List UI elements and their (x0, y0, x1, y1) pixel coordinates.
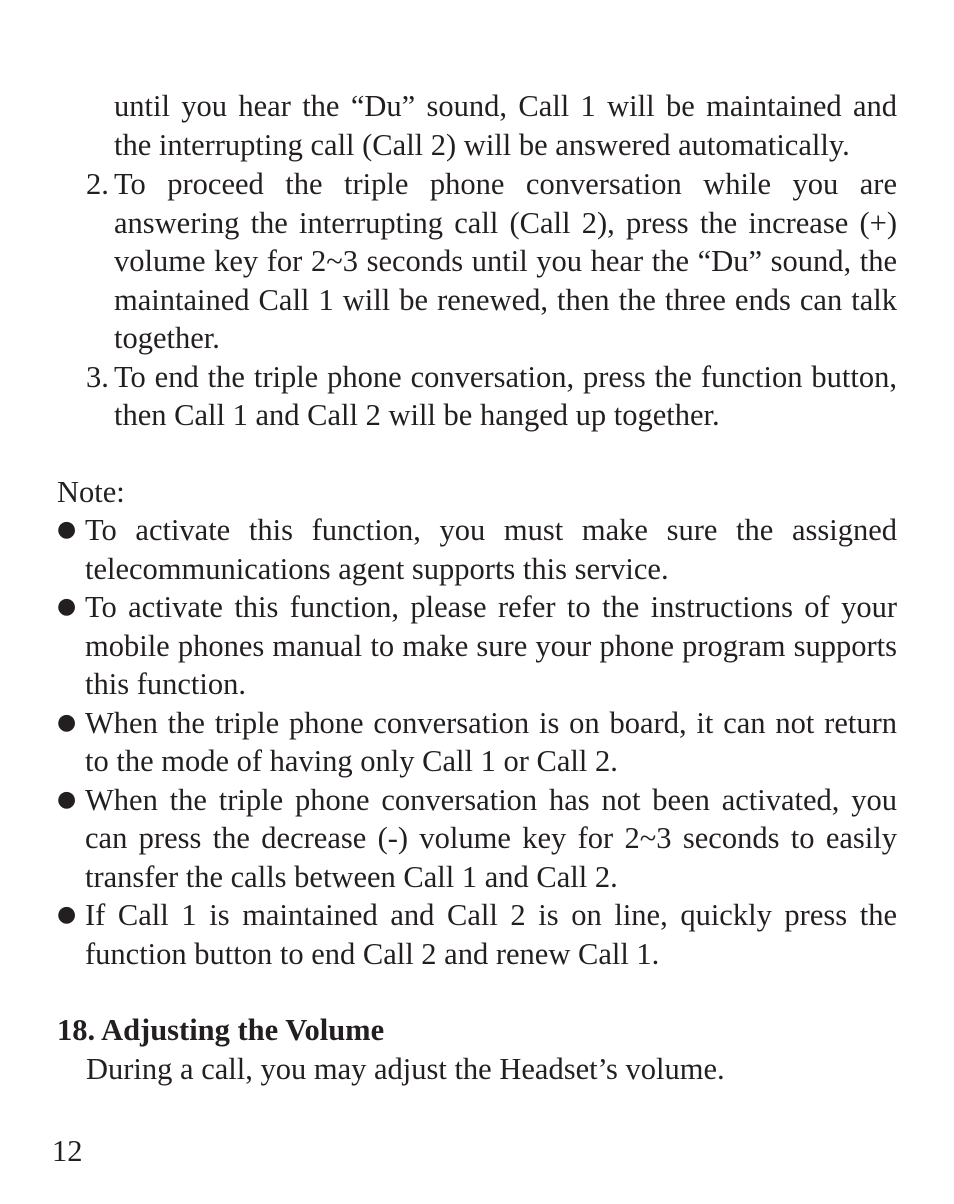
note-heading: Note: (57, 475, 125, 509)
step-item (86, 165, 897, 358)
continued-paragraph: until you hear the “Du” sound, Call 1 will be maintained and the interrupting call (Call 2) will be answered automatically. (114, 89, 897, 162)
note-item (57, 511, 897, 588)
step-number: 3. (86, 359, 109, 394)
section-body: During a call, you may adjust the Headset’s volume. (86, 1052, 725, 1086)
page-number: 12 (52, 1134, 83, 1168)
note-item (57, 588, 897, 704)
section-heading: 18. Adjusting the Volume (57, 1013, 385, 1047)
note-text: When the triple phone conversation is on board, it can not return to the mode of having only Call 1 or Call 2. (85, 705, 897, 778)
bullet-icon: ● (57, 517, 77, 542)
step-number: 2. (86, 167, 109, 201)
step-text: To end the triple phone conversation, press the function button, then Call 1 and Call 2 will be hanged up together. (114, 359, 897, 432)
bullet-icon: ● (57, 709, 77, 735)
bullet-icon: ● (57, 902, 77, 927)
note-text: To activate this function, you must make sure the assigned telecommunications agent supports this service. (85, 513, 897, 586)
note-text: When the triple phone conversation has not been activated, you can press the decrease (-) volume key for 2~3 seconds to easily transfer the calls between Call 1 and Call 2. (85, 782, 897, 894)
bullet-icon: ● (57, 786, 77, 812)
note-item (57, 704, 897, 781)
note-item (57, 781, 897, 897)
step-item (86, 358, 897, 435)
note-item (57, 896, 897, 973)
note-text: To activate this function, please refer to the instructions of your mobile phones manual to make sure your phone program supports this function. (85, 590, 897, 701)
notes-list (57, 511, 897, 973)
note-text: If Call 1 is maintained and Call 2 is on line, quickly press the function button to end Call 2 and renew Call 1. (85, 898, 897, 971)
steps-list (86, 165, 897, 435)
step-text: To proceed the triple phone conversation while you are answering the interrupting call (Call 2), press the increase (+) volume key for 2~3 seconds until you hear the “Du” sound, the maintained Call 1 will be renewed, then the three ends can talk together. (114, 167, 897, 355)
bullet-icon: ● (57, 594, 77, 619)
